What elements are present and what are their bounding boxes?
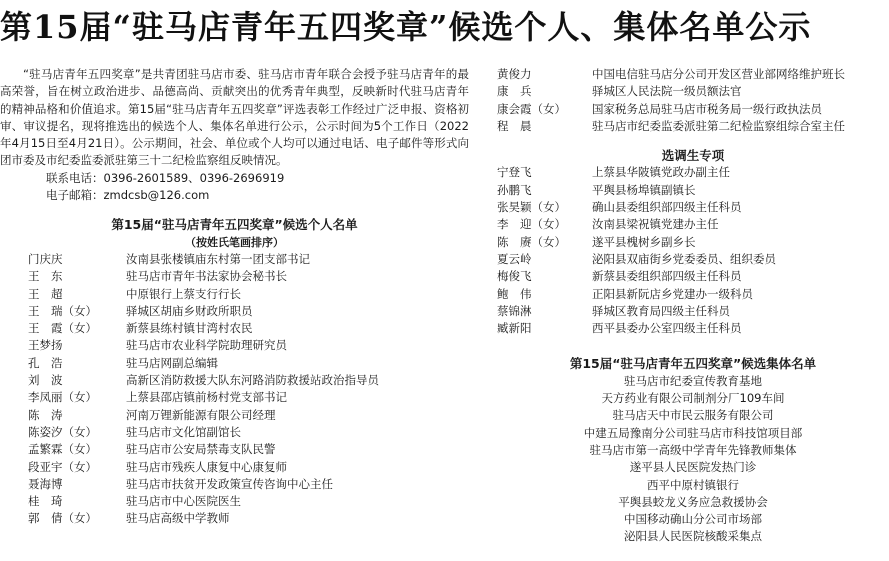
person-name: 陈 涛 [28, 407, 63, 422]
special-list [497, 164, 889, 337]
individuals-title: 第15届“驻马店青年五四奖章”候选个人名单 [111, 217, 358, 233]
group-item: 西平中原村镇银行 [647, 477, 739, 492]
list-item [497, 164, 889, 181]
special-title: 选调生专项 [661, 148, 725, 164]
person-name: 孔 浩 [28, 355, 63, 370]
person-position: 汝南县梁祝镇党建办主任 [592, 217, 719, 232]
list-item [0, 441, 469, 458]
group-item: 驻马店市纪委宣传教育基地 [624, 373, 762, 388]
page-title: 第15届“驻马店青年五四奖章”候选个人、集体名单公示 [0, 8, 812, 46]
list-item [497, 101, 889, 118]
list-item [0, 251, 469, 268]
person-position: 驻马店市农业科学院助理研究员 [126, 338, 287, 353]
person-position: 驻马店市残疾人康复中心康复师 [126, 459, 287, 474]
individuals-note: （按姓氏笔画排序） [185, 235, 284, 249]
person-position: 驻马店市纪委监委派驻第二纪检监察组综合室主任 [592, 118, 845, 133]
person-position: 驿城区人民法院一级员额法官 [592, 84, 742, 99]
person-position: 驻马店网副总编辑 [126, 355, 218, 370]
person-name: 聂海博 [28, 476, 63, 491]
person-name: 李 迎（女） [497, 217, 566, 232]
person-name: 程 晨 [497, 118, 532, 133]
person-name: 王 瑞（女） [28, 303, 97, 318]
intro-section [0, 66, 469, 204]
person-position: 驻马店市公安局禁毒支队民警 [126, 442, 276, 457]
group-item: 天方药业有限公司制剂分厂109车间 [601, 391, 785, 406]
person-position: 汝南县张楼镇庙东村第一团支部书记 [126, 251, 310, 266]
list-item [497, 286, 889, 303]
person-name: 康会霞（女） [497, 101, 566, 116]
left-column [0, 66, 469, 528]
person-position: 驻马店市文化馆副馆长 [126, 424, 241, 439]
person-position: 泌阳县双庙街乡党委委员、组织委员 [592, 251, 776, 266]
person-position: 驿城区胡庙乡财政所职员 [126, 303, 253, 318]
person-position: 河南万锂新能源有限公司经理 [126, 407, 276, 422]
list-item [497, 66, 889, 83]
list-item [497, 182, 889, 199]
group-item: 中国移动确山分公司市场部 [624, 512, 762, 527]
person-name: 段亚宇（女） [28, 459, 97, 474]
individuals-list [0, 251, 469, 528]
contact-email: 电子邮箱：zmdcsb@126.com [46, 188, 210, 203]
person-name: 黄俊力 [497, 67, 532, 81]
person-name: 王 东 [28, 269, 63, 284]
list-item [0, 493, 469, 510]
person-position: 西平县委办公室四级主任科员 [592, 321, 742, 336]
person-position: 驿城区教育局四级主任科员 [592, 303, 730, 318]
list-item [0, 286, 469, 303]
person-name: 王 超 [28, 286, 63, 301]
person-position: 驻马店市扶贫开发政策宣传咨询中心主任 [126, 476, 333, 491]
group-item: 驻马店市第一高级中学青年先锋教师集体 [589, 442, 797, 457]
person-position: 新蔡县练村镇甘湾村农民 [126, 321, 253, 336]
list-item [0, 268, 469, 285]
group-item: 中建五局豫南分公司驻马店市科技馆项目部 [583, 425, 803, 440]
person-position: 驻马店市中心医院医生 [126, 494, 241, 509]
intro-paragraph: “驻马店青年五四奖章”是共青团驻马店市委、驻马店市青年联合会授予驻马店青年的最高荣誉，旨在树立政治进步、品德高尚、贡献突出的优秀青年典型，反映新时代驻马店青年的精神品格和价值追求。第15届“驻马店青年五四奖章”评选表彰工作经过广泛申报、资格初审、审议提名，现将推选出的候选个人、集体名单进行公示，公示时间为5个工作日（2022年4月15日至4月21日）。公示期间，社会、单位或个人均可以通过电话、电子邮件等形式向团市委及市纪委监委派驻第三十二纪检监察组反映情况。 [0, 67, 469, 168]
person-name: 孟繁霖（女） [28, 442, 97, 457]
list-item [0, 372, 469, 389]
list-item [497, 303, 889, 320]
group-item: 平舆县蛟龙义务应急救援协会 [618, 494, 768, 509]
person-name: 梅俊飞 [497, 269, 532, 284]
person-name: 陈 赓（女） [497, 234, 566, 249]
person-name: 李凤丽（女） [28, 390, 97, 405]
person-position: 确山县委组织部四级主任科员 [592, 200, 742, 215]
person-name: 张昊颖（女） [497, 200, 566, 215]
list-item [497, 251, 889, 268]
list-item [0, 355, 469, 372]
list-item [0, 459, 469, 476]
individuals-list-continued [497, 66, 889, 135]
person-position: 高新区消防救援大队东河路消防救援站政治指导员 [126, 373, 379, 388]
person-position: 上蔡县邵店镇前杨村党支部书记 [126, 390, 287, 405]
list-item [0, 303, 469, 320]
list-item [0, 389, 469, 406]
right-column [497, 66, 889, 546]
list-item [497, 199, 889, 216]
person-name: 孙鹏飞 [497, 182, 532, 197]
person-name: 宁登飞 [497, 165, 532, 180]
list-item [497, 118, 889, 135]
person-position: 上蔡县华陂镇党政办副主任 [592, 165, 730, 180]
list-item [0, 476, 469, 493]
list-item [497, 320, 889, 337]
person-position: 驻马店市青年书法家协会秘书长 [126, 269, 287, 284]
group-item: 遂平县人民医院发热门诊 [629, 460, 757, 475]
person-position: 驻马店高级中学教师 [126, 511, 230, 526]
groups-list [497, 373, 889, 546]
person-name: 桂 琦 [28, 494, 63, 509]
groups-title: 第15届“驻马店青年五四奖章”候选集体名单 [569, 356, 817, 372]
person-name: 蔡锦淋 [497, 303, 532, 318]
person-position: 平舆县杨埠镇副镇长 [592, 182, 696, 197]
group-item: 驻马店天中市民云服务有限公司 [612, 408, 774, 423]
list-item [0, 337, 469, 354]
person-name: 夏云岭 [497, 251, 532, 266]
person-position: 遂平县槐树乡副乡长 [592, 234, 696, 249]
list-item [0, 407, 469, 424]
person-name: 王梦扬 [28, 338, 63, 353]
person-name: 陈姿汐（女） [28, 424, 97, 439]
contact-phone: 联系电话：0396-2601589、0396-2696919 [46, 170, 285, 185]
person-position: 中原银行上蔡支行行长 [126, 286, 241, 301]
person-name: 康 兵 [497, 84, 532, 99]
list-item [0, 320, 469, 337]
person-position: 中国电信驻马店分公司开发区营业部网络维护班长 [592, 67, 845, 81]
person-name: 臧新阳 [497, 321, 532, 336]
list-item [497, 268, 889, 285]
group-item: 泌阳县人民医院核酸采集点 [624, 529, 762, 544]
person-name: 郭 倩（女） [28, 511, 97, 526]
list-item [0, 424, 469, 441]
list-item [497, 216, 889, 233]
list-item [497, 83, 889, 100]
person-name: 刘 波 [28, 373, 63, 388]
list-item [0, 510, 469, 527]
person-position: 新蔡县委组织部四级主任科员 [592, 269, 742, 284]
person-name: 王 霞（女） [28, 321, 97, 336]
person-position: 国家税务总局驻马店市税务局一级行政执法员 [592, 101, 822, 116]
list-item [497, 234, 889, 251]
person-position: 正阳县新阮店乡党建办一级科员 [592, 286, 753, 301]
person-name: 鲍 伟 [497, 286, 532, 301]
person-name: 门庆庆 [28, 251, 63, 266]
